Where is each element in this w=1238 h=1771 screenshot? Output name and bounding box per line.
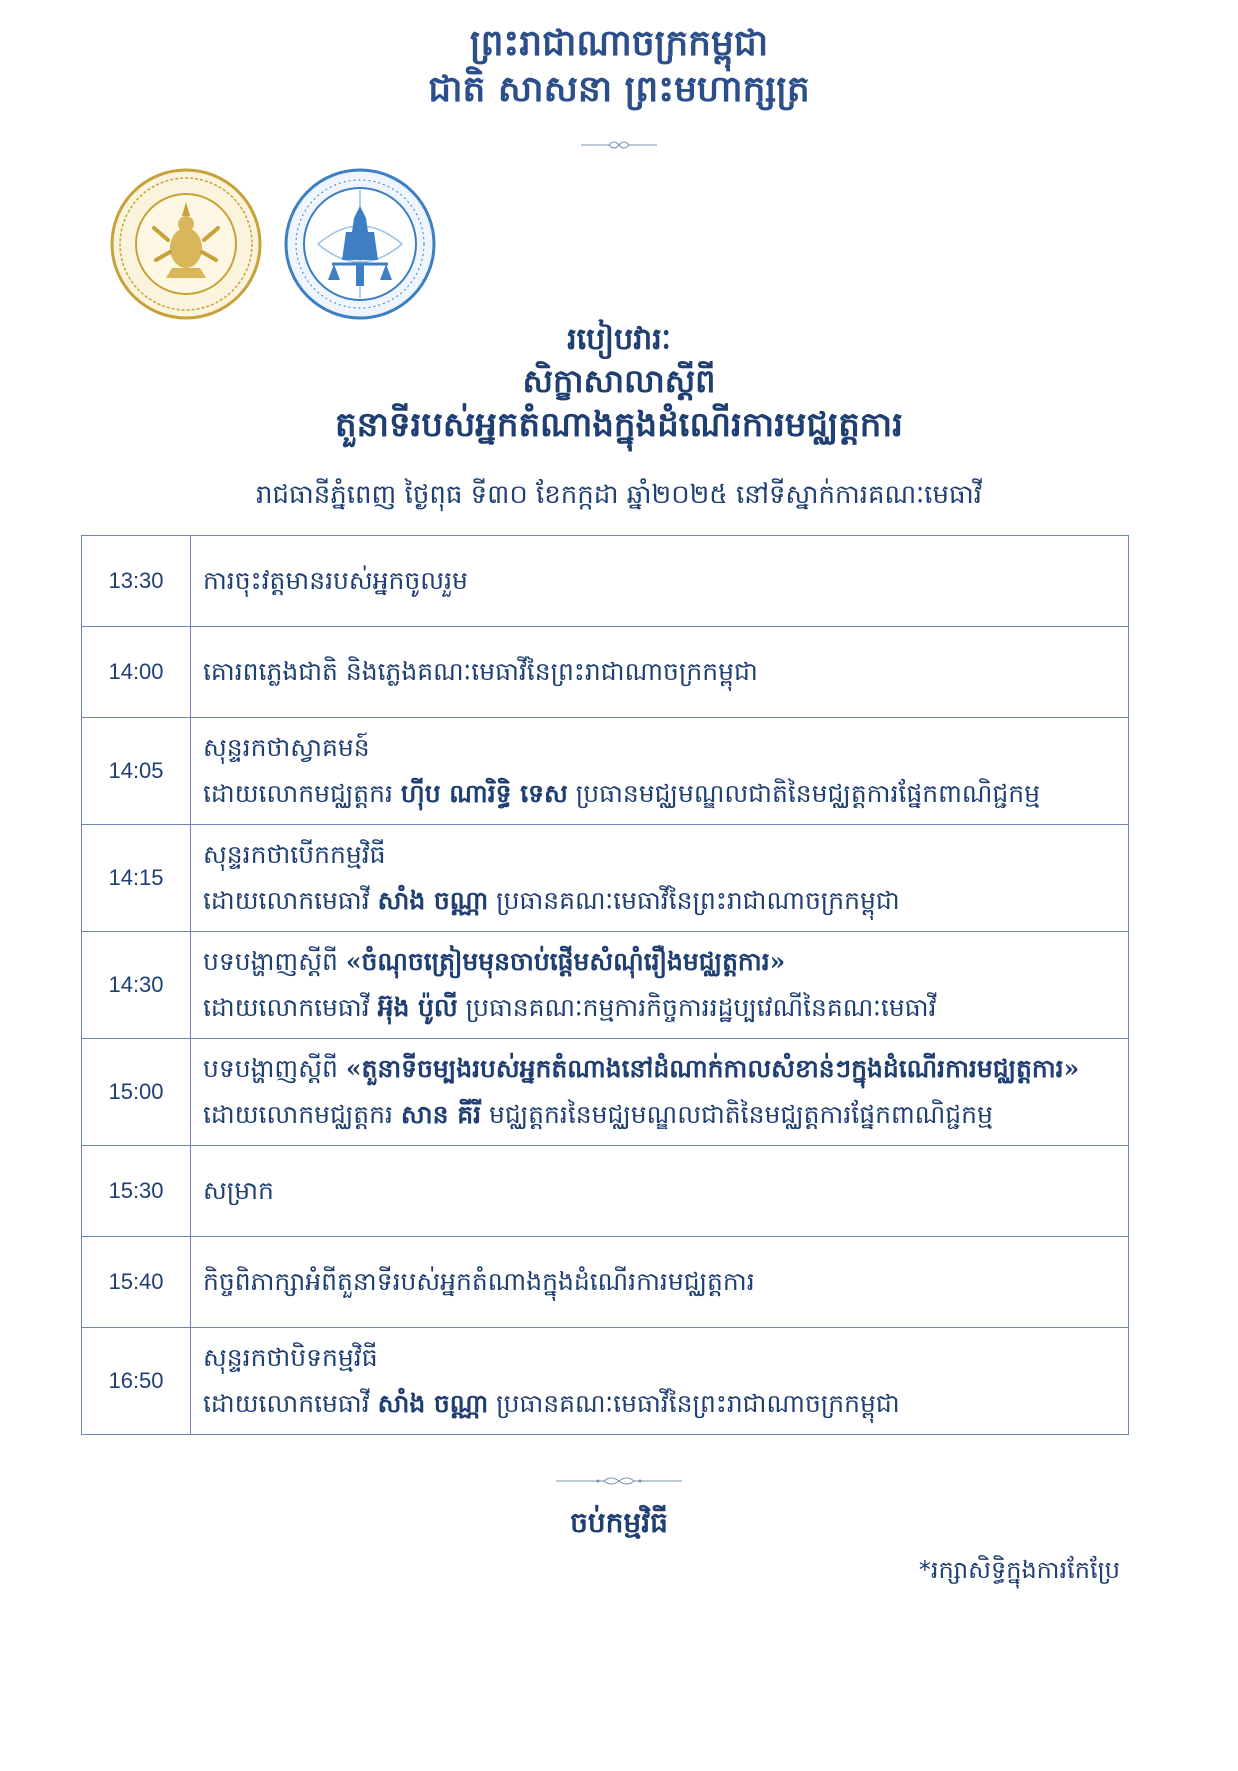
workshop-title: តួនាទីរបស់អ្នកតំណាងក្នុងដំណើរការមជ្ឈត្តការ: [335, 405, 903, 445]
date-location: រាជធានីភ្នំពេញ ថ្ងៃពុធ ទី៣០ ខែកក្កដា ឆ្នាំ២០២៥ នៅទីស្នាក់ការគណៈមេធាវី: [256, 480, 982, 510]
row-description: [191, 1039, 1129, 1146]
row-description: [191, 536, 1129, 627]
speaker-name: អ៊ុង ប៉ូលី: [377, 993, 458, 1022]
row-time: 14:15: [82, 825, 191, 932]
speaker-role: ប្រធានគណៈមេធាវីនៃព្រះរាជាណាចក្រកម្ពុជា: [488, 886, 900, 915]
row-line: [203, 1046, 1116, 1092]
ornament-icon: [554, 1474, 684, 1488]
speaker-prefix: ដោយលោកមជ្ឈត្តករ: [203, 779, 401, 808]
kingdom-header: [0, 20, 1238, 112]
row-line: សុន្ទរកថាស្វាគមន៍: [203, 733, 370, 762]
council-seal-icon: [110, 168, 262, 320]
speaker-role: មជ្ឈត្តករនៃមជ្ឈមណ្ឌលជាតិនៃមជ្ឈត្តការផ្នែកពាណិជ្ជកម្ម: [481, 1100, 993, 1129]
ornament-icon: [579, 138, 659, 152]
row-time: 16:50: [82, 1328, 191, 1435]
row-speaker-line: [203, 985, 1116, 1031]
row-line: [203, 939, 1116, 985]
agenda-row: [82, 718, 1129, 825]
speaker-prefix: ដោយលោកមេធាវី: [203, 1389, 378, 1418]
row-speaker-line: [203, 878, 1116, 924]
speaker-role: ប្រធានគណៈកម្មការកិច្ចការរដ្ឋប្បវេណីនៃគណៈមេធាវី: [457, 993, 937, 1022]
agenda-row: [82, 825, 1129, 932]
speaker-name: សាន គីរី: [400, 1100, 482, 1129]
row-speaker-line: [203, 1381, 1116, 1427]
row-time: 15:40: [82, 1237, 191, 1328]
row-time: 14:00: [82, 627, 191, 718]
row-description: [191, 1146, 1129, 1237]
agenda-label: របៀបវារៈ: [567, 322, 671, 357]
row-description: [191, 627, 1129, 718]
ornament-divider-bottom: [0, 1474, 1238, 1492]
row-time: 15:30: [82, 1146, 191, 1237]
speaker-name: សាំង ចណ្ណា: [377, 1389, 489, 1418]
row-description: [191, 718, 1129, 825]
program-end: ចប់កម្មវិធី: [570, 1506, 668, 1539]
national-motto: ជាតិ សាសនា ព្រះមហាក្សត្រ: [428, 68, 810, 110]
presentation-prefix: បទបង្ហាញស្តីពី: [203, 1054, 346, 1083]
row-line: សម្រាក: [203, 1176, 274, 1205]
workshop-subtitle: សិក្ខាសាលាស្តីពី: [522, 362, 716, 400]
speaker-prefix: ដោយលោកមេធាវី: [203, 993, 378, 1022]
row-speaker-line: [203, 771, 1116, 817]
speaker-role: ប្រធានមជ្ឈមណ្ឌលជាតិនៃមជ្ឈត្តការផ្នែកពាណិជ្ជកម្ម: [567, 779, 1041, 808]
row-description: [191, 932, 1129, 1039]
row-line: ការចុះវត្តមានរបស់អ្នកចូលរួម: [203, 566, 468, 595]
row-time: 14:30: [82, 932, 191, 1039]
agenda-row: [82, 1039, 1129, 1146]
row-line: កិច្ចពិភាក្សាអំពីតួនាទីរបស់អ្នកតំណាងក្នុងដំណើរការមជ្ឈត្តការ: [203, 1267, 755, 1296]
row-speaker-line: [203, 1092, 1116, 1138]
agenda-row: [82, 932, 1129, 1039]
agenda-row: [82, 1328, 1129, 1435]
arbitration-centre-logo-icon: [284, 168, 436, 320]
agenda-table: [81, 535, 1129, 1435]
rights-note: *រក្សាសិទ្ធិក្នុងការកែប្រែ: [918, 1556, 1120, 1584]
logos: [110, 168, 450, 328]
row-description: [191, 1328, 1129, 1435]
kingdom-name: ព្រះរាជាណាចក្រកម្ពុជា: [469, 22, 769, 64]
agenda-row: [82, 536, 1129, 627]
row-description: [191, 1237, 1129, 1328]
speaker-prefix: ដោយលោកមេធាវី: [203, 886, 378, 915]
row-time: 15:00: [82, 1039, 191, 1146]
agenda-row: [82, 627, 1129, 718]
row-time: 14:05: [82, 718, 191, 825]
speaker-name: សាំង ចណ្ណា: [377, 886, 489, 915]
agenda-row: [82, 1146, 1129, 1237]
row-time: 13:30: [82, 536, 191, 627]
row-line: សុន្ទរកថាបិទកម្មវិធី: [203, 1343, 378, 1372]
row-line: សុន្ទរកថាបើកកម្មវិធី: [203, 840, 386, 869]
ornament-divider-top: [0, 138, 1238, 156]
agenda-heading: [0, 320, 1238, 448]
speaker-role: ប្រធានគណៈមេធាវីនៃព្រះរាជាណាចក្រកម្ពុជា: [488, 1389, 900, 1418]
speaker-name: ហ៊ីប ណារិទ្ធិ ទេស: [400, 779, 568, 808]
agenda-row: [82, 1237, 1129, 1328]
row-description: [191, 825, 1129, 932]
speaker-prefix: ដោយលោកមជ្ឈត្តករ: [203, 1100, 401, 1129]
presentation-title: «ចំណុចត្រៀមមុនចាប់ផ្តើមសំណុំរឿងមជ្ឈត្តការ»: [345, 947, 786, 976]
presentation-title: «តួនាទីចម្បងរបស់អ្នកតំណាងនៅដំណាក់កាលសំខាន់ៗក្នុងដំណើរការមជ្ឈត្តការ»: [345, 1054, 1080, 1083]
row-line: គោរពភ្លេងជាតិ និងភ្លេងគណៈមេធាវីនៃព្រះរាជាណាចក្រកម្ពុជា: [203, 657, 758, 686]
presentation-prefix: បទបង្ហាញស្តីពី: [203, 947, 346, 976]
